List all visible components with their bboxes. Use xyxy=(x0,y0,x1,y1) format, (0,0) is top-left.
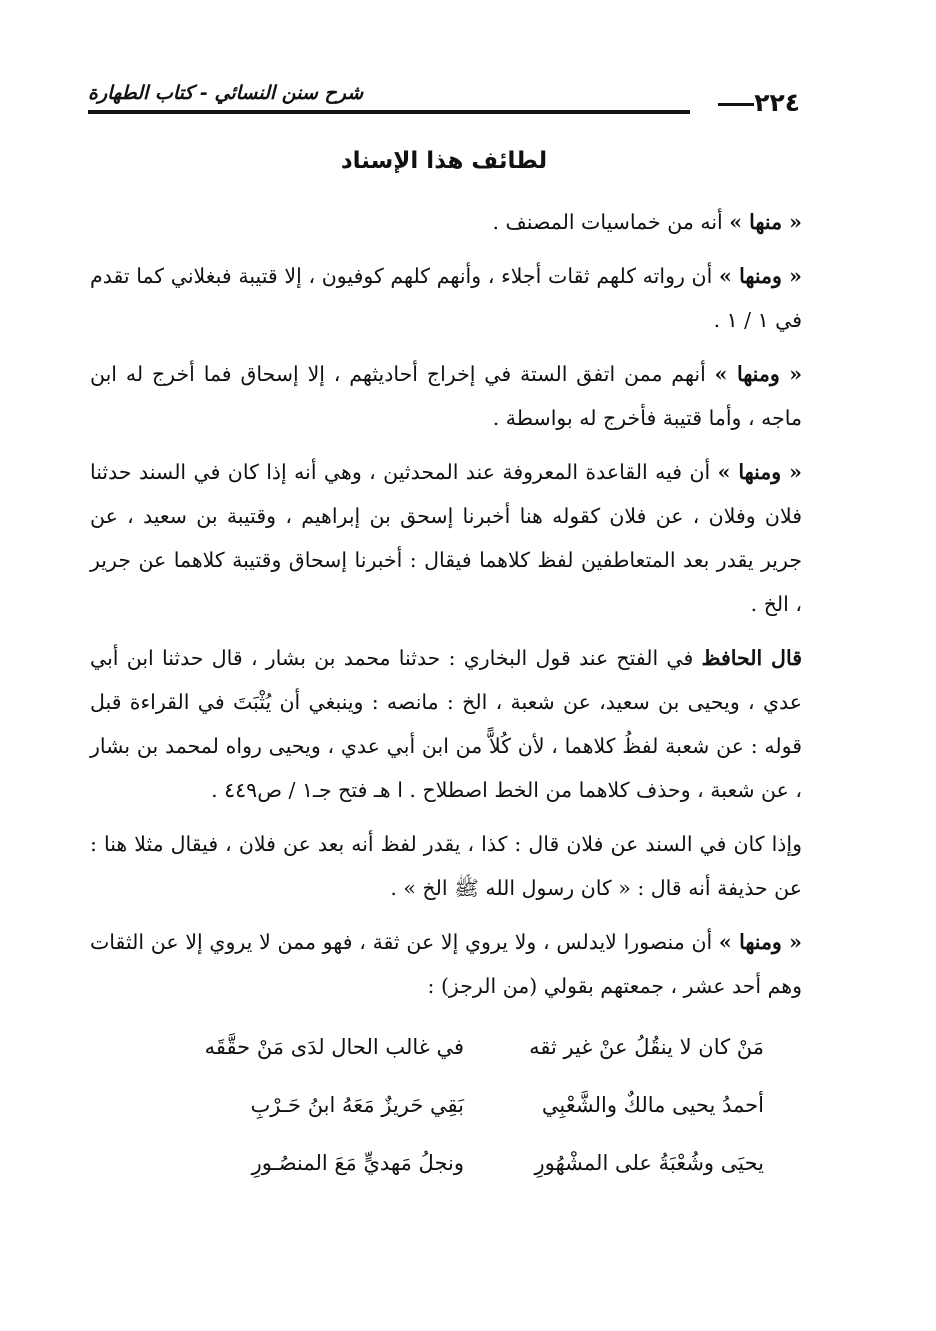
paragraph-text: أن فيه القاعدة المعروفة عند المحدثين ، وهي أنه إذا كان في السند حدثنا فلان وفلان ، عن فلان كقوله هنا أخبرنا إسحق بن إبراهيم ، وقتيبة بن سعيد ، عن جرير يقدر بعد المتعاطفين لفظ كلاهما فيقال : أخبرنا إسحاق وقتيبة كلاهما عن جرير ، الخ . xyxy=(90,460,802,616)
paragraph-lead: « ومنها » xyxy=(718,930,802,954)
page-header xyxy=(88,80,800,124)
verse-line xyxy=(90,1134,764,1192)
verse-second-hemistich: بَقِي حَريزٌ مَعَهُ ابنُ حَـرْبِ xyxy=(250,1093,464,1117)
verse-line xyxy=(90,1018,764,1076)
paragraph xyxy=(90,636,802,812)
running-title: شرح سنن النسائي - كتاب الطهارة xyxy=(88,82,364,104)
paragraph-lead: « ومنها » xyxy=(717,460,802,484)
paragraph xyxy=(90,200,802,244)
header-rule xyxy=(88,110,690,114)
verse-first-hemistich: مَنْ كان لا ينقُلُ عنْ غير ثقه xyxy=(529,1035,764,1059)
paragraph-text: أن منصورا لايدلس ، ولا يروي إلا عن ثقة ، فهو ممن لا يروي إلا عن الثقات وهم أحد عشر ، جمعتهم بقولي (من الرجز) : xyxy=(90,930,802,998)
body-text xyxy=(90,200,802,1192)
paragraph-text: أنهم ممن اتفق الستة في إخراج أحاديثهم ، إلا إسحاق فما أخرج له ابن ماجه ، وأما قتيبة فأخرج له بواسطة . xyxy=(90,362,802,430)
paragraph-lead: « ومنها » xyxy=(719,264,802,288)
paragraph xyxy=(90,352,802,440)
verse-line xyxy=(90,1076,764,1134)
verse-second-hemistich: ونجلُ مَهديٍّ مَعَ المنصُـورِ xyxy=(251,1151,464,1175)
verse-second-hemistich: في غالب الحال لدَى مَنْ حقَّقَه xyxy=(204,1035,464,1059)
section-title: لطائف هذا الإسناد xyxy=(340,148,548,174)
verse-first-hemistich: يحيَى وشُعْبَةُ على المشْهُورِ xyxy=(534,1151,764,1175)
header-dash xyxy=(718,103,754,106)
paragraph-text: أن رواته كلهم ثقات أجلاء ، وأنهم كلهم كوفيون ، إلا قتيبة فبغلاني كما تقدم في ١ / ١ . xyxy=(90,264,802,332)
paragraph xyxy=(90,822,802,910)
paragraph-lead: « منها » xyxy=(729,210,802,234)
poem-verses xyxy=(90,1018,802,1192)
paragraph-lead: « ومنها » xyxy=(714,362,803,386)
paragraph-text: في الفتح عند قول البخاري : حدثنا محمد بن بشار ، قال حدثنا ابن أبي عدي ، ويحيى بن سعيد، عن شعبة ، الخ : مانصه : وينبغي أن يُثْبَتَ في القراءة قبل قوله : عن شعبة لفظُ كلاهما ، لأن كُلاًّ من ابن أبي عدي ، ويحيى رواه لمحمد بن بشار ، عن شعبة ، وحذف كلاهما من الخط اصطلاح . ا هـ فتح جـ١ / ص٤٤٩ . xyxy=(90,646,802,802)
verse-first-hemistich: أحمدُ يحيى مالكٌ والشَّعْبِي xyxy=(541,1093,764,1117)
paragraph xyxy=(90,920,802,1008)
paragraph xyxy=(90,450,802,626)
page-number: ٢٢٤ xyxy=(710,88,800,117)
paragraph-text: أنه من خماسيات المصنف . xyxy=(492,210,730,234)
paragraph-lead: قال الحافظ xyxy=(701,646,802,670)
paragraph xyxy=(90,254,802,342)
paragraph-text: وإذا كان في السند عن فلان قال : كذا ، يقدر لفظ أنه بعد عن فلان ، فيقال مثلا هنا : عن حذيفة أنه قال : « كان رسول الله ﷺ الخ » . xyxy=(90,832,802,900)
